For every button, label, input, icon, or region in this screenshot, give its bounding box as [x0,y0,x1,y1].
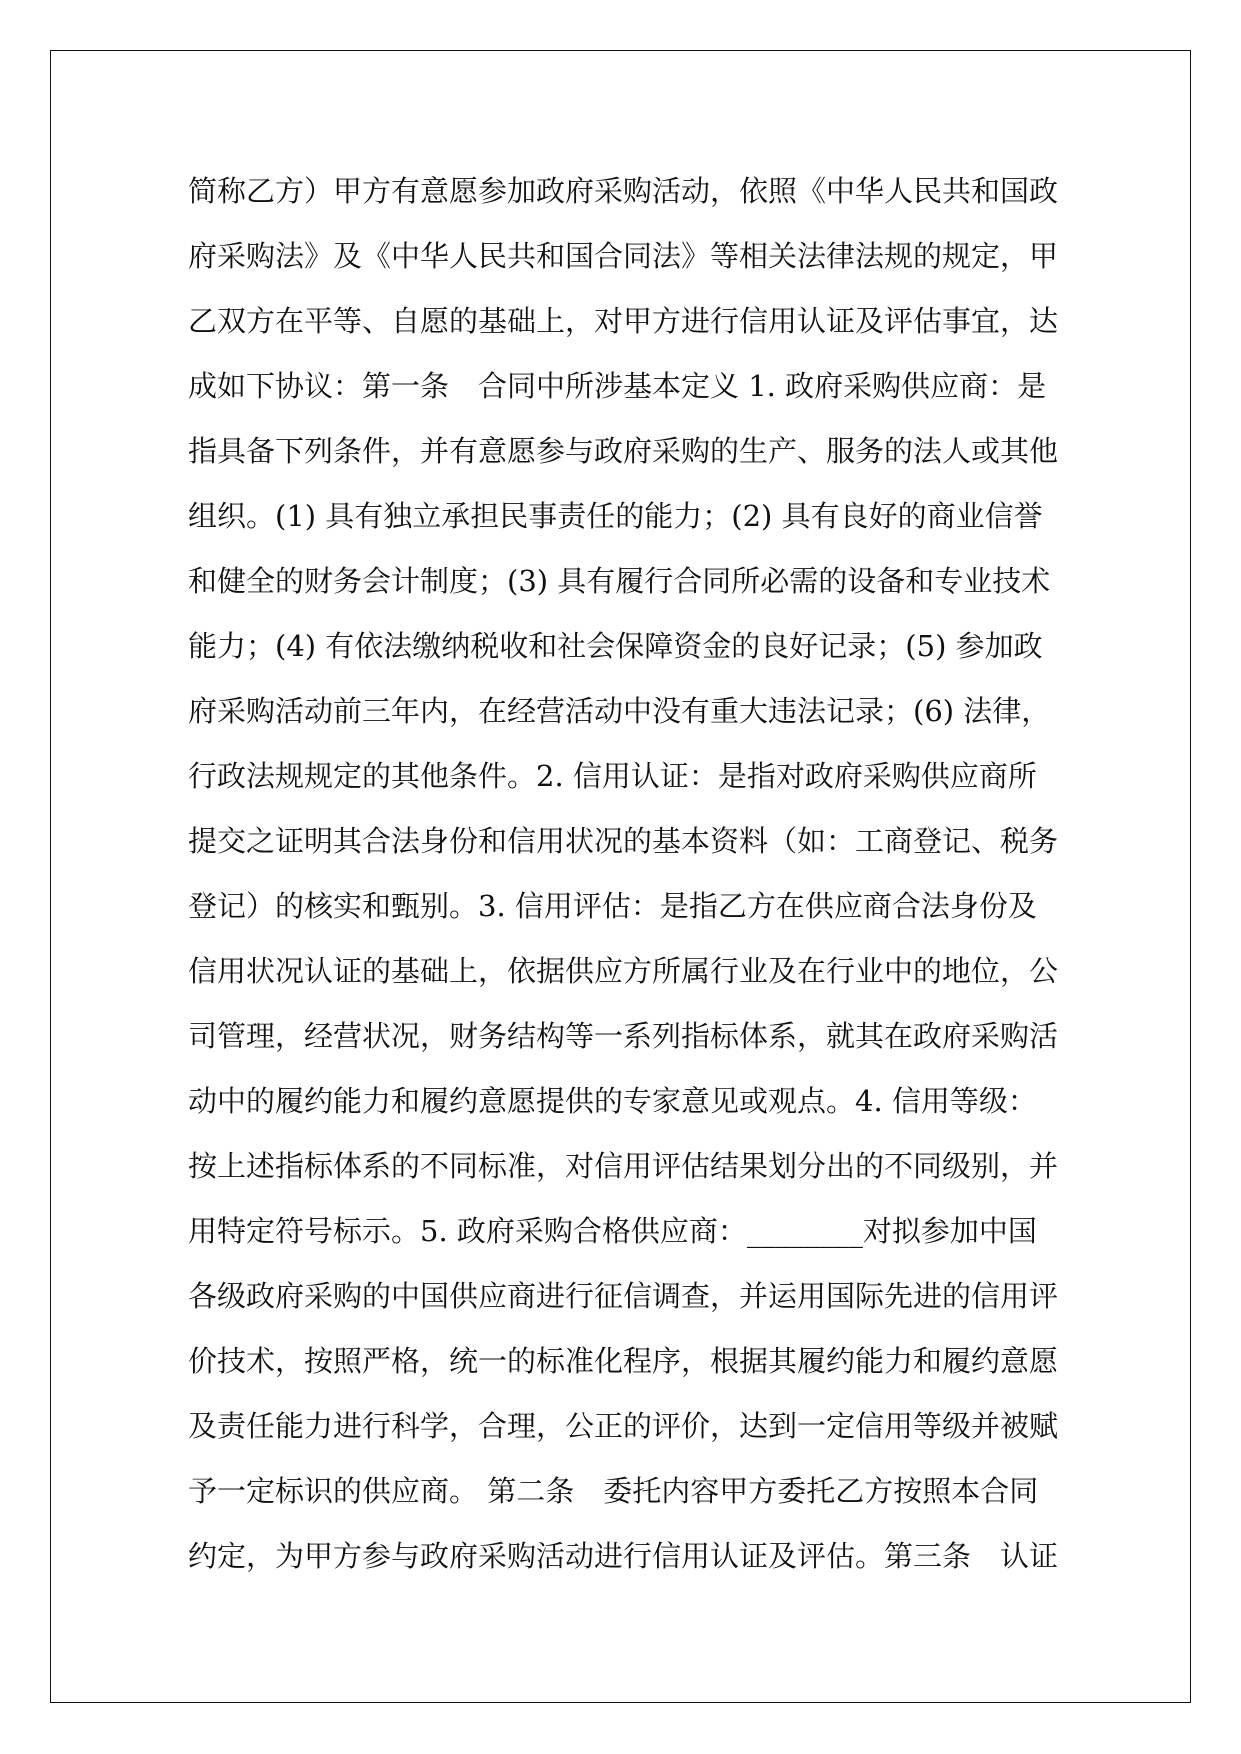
text-line: 按上述指标体系的不同标准，对信用评估结果划分出的不同级别，并 [188,1149,1059,1183]
text-line: 乙双方在平等、自愿的基础上，对甲方进行信用认证及评估事宜，达 [188,304,1059,338]
text-line: 予一定标识的供应商。 第二条 委托内容甲方委托乙方按照本合同 [188,1474,1039,1508]
text-line: 府采购法》及《中华人民共和国合同法》等相关法律法规的规定，甲 [188,239,1059,273]
text-line: 能力；(4) 有依法缴纳税收和社会保障资金的良好记录；(5) 参加政 [188,629,1043,663]
text-line: 提交之证明其合法身份和信用状况的基本资料（如：工商登记、税务 [188,824,1059,858]
text-line: 司管理，经营状况，财务结构等一系列指标体系，就其在政府采购活 [188,1019,1059,1053]
text-line: 用特定符号标示。5. 政府采购合格供应商：________对拟参加中国 [188,1214,1037,1248]
text-line: 行政法规规定的其他条件。2. 信用认证：是指对政府采购供应商所 [188,759,1037,793]
text-line: 及责任能力进行科学，合理，公正的评价，达到一定信用等级并被赋 [188,1409,1059,1443]
text-line: 指具备下列条件，并有意愿参与政府采购的生产、服务的法人或其他 [188,434,1059,468]
contract-body-text [188,159,1059,1589]
text-line: 信用状况认证的基础上，依据供应方所属行业及在行业中的地位，公 [188,954,1059,988]
text-line: 简称乙方）甲方有意愿参加政府采购活动，依照《中华人民共和国政 [188,174,1059,208]
text-line: 价技术，按照严格，统一的标准化程序，根据其履约能力和履约意愿 [188,1344,1059,1378]
text-line: 动中的履约能力和履约意愿提供的专家意见或观点。4. 信用等级： [188,1084,1037,1118]
text-line: 登记）的核实和甄别。3. 信用评估：是指乙方在供应商合法身份及 [188,889,1037,923]
text-line: 府采购活动前三年内，在经营活动中没有重大违法记录；(6) 法律， [188,694,1051,728]
text-line: 各级政府采购的中国供应商进行征信调查，并运用国际先进的信用评 [188,1279,1059,1313]
text-line: 和健全的财务会计制度；(3) 具有履行合同所必需的设备和专业技术 [188,564,1051,598]
text-line: 成如下协议：第一条 合同中所涉基本定义 1. 政府采购供应商：是 [188,369,1047,403]
text-line: 约定，为甲方参与政府采购活动进行信用认证及评估。第三条 认证 [188,1539,1059,1573]
text-line: 组织。(1) 具有独立承担民事责任的能力；(2) 具有良好的商业信誉 [188,499,1043,533]
